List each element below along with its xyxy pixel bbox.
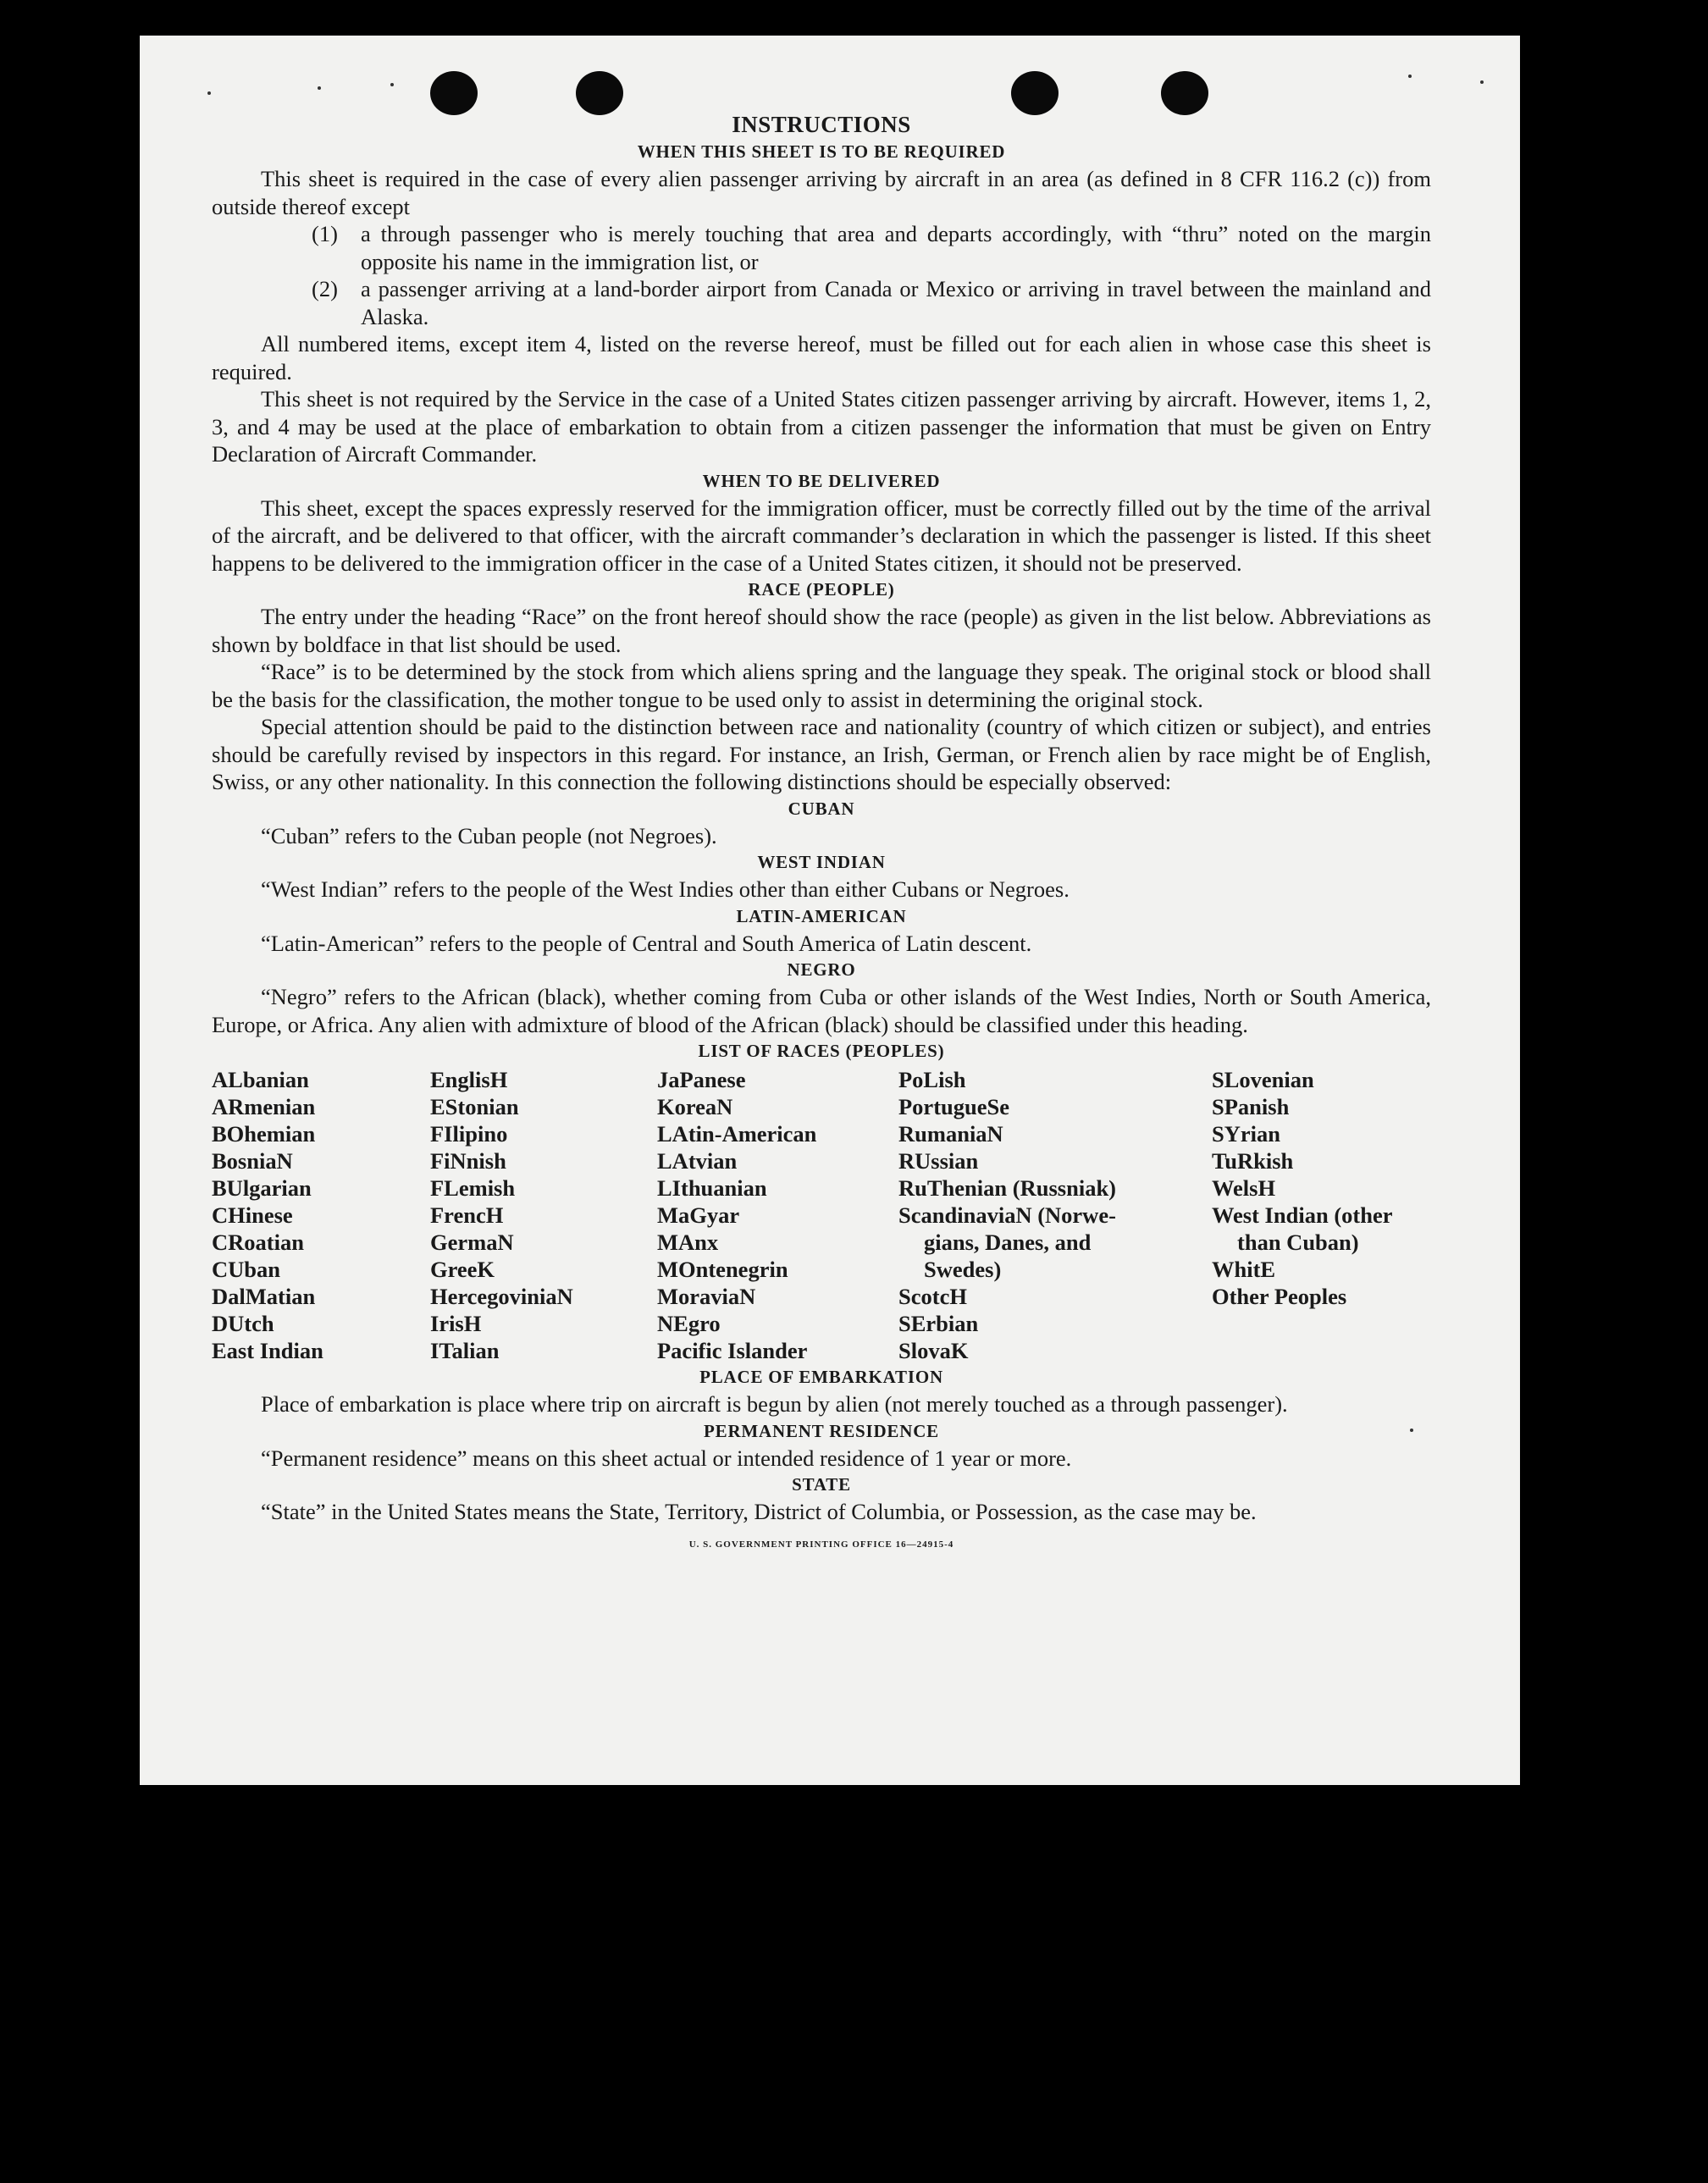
race-item: WelsH bbox=[1212, 1175, 1276, 1201]
race-item: SlovaK bbox=[898, 1338, 969, 1363]
heading-state: STATE bbox=[792, 1474, 851, 1495]
race-item: ITalian bbox=[430, 1338, 500, 1363]
race-item: MoraviaN bbox=[657, 1284, 756, 1309]
race-item: BOhemian bbox=[212, 1121, 316, 1147]
punch-hole bbox=[430, 71, 478, 115]
state-para: “State” in the United States means the State, Territory, District of Columbia, or Possession, as the case may be. bbox=[261, 1499, 1257, 1524]
race-item: KoreaN bbox=[657, 1094, 733, 1119]
race-item: ScotcH bbox=[898, 1284, 967, 1309]
race-item: FIlipino bbox=[430, 1121, 508, 1147]
race-item: BosniaN bbox=[212, 1148, 293, 1174]
race-item: FrencH bbox=[430, 1202, 504, 1228]
race-item: GermaN bbox=[430, 1230, 514, 1255]
race-para2: “Race” is to be determined by the stock from which aliens spring and the language they speak. The original stock or blood shall be the basis for the classification, the mother tongue to be used only to assist in determining the original stock. bbox=[212, 659, 1431, 712]
race-item: MaGyar bbox=[657, 1202, 740, 1228]
race-item: ARmenian bbox=[212, 1094, 316, 1119]
item-text: a through passenger who is merely touching that area and departs accordingly, with “thru” noted on the margin opposite his name in the immigration list, or bbox=[361, 221, 1431, 274]
race-item: SYrian bbox=[1212, 1121, 1280, 1147]
dust-speck bbox=[1480, 80, 1484, 84]
embarkation-para: Place of embarkation is place where trip on aircraft is begun by alien (not merely touched as a through passenger). bbox=[261, 1391, 1288, 1417]
race-item: IrisH bbox=[430, 1311, 482, 1336]
item-text: a passenger arriving at a land-border airport from Canada or Mexico or arriving in travel between the mainland and Alaska. bbox=[361, 276, 1431, 329]
race-item: LIthuanian bbox=[657, 1175, 767, 1201]
page-title: INSTRUCTIONS bbox=[732, 112, 911, 137]
exception-item-2 bbox=[212, 275, 1431, 330]
race-item: LAtin-American bbox=[657, 1121, 817, 1147]
race-item: DalMatian bbox=[212, 1284, 316, 1309]
when-required-intro: This sheet is required in the case of every alien passenger arriving by aircraft in an area (as defined in 8 CFR 116.2 (c)) from outside thereof except bbox=[212, 166, 1431, 219]
race-item: MOntenegrin bbox=[657, 1257, 788, 1282]
race-item-continued: Swedes) bbox=[924, 1257, 1002, 1282]
races-column-3 bbox=[657, 1066, 898, 1364]
dust-speck bbox=[390, 83, 394, 86]
dust-speck bbox=[1408, 75, 1412, 78]
race-item: NEgro bbox=[657, 1311, 721, 1336]
race-item: RUssian bbox=[898, 1148, 979, 1174]
race-item: SPanish bbox=[1212, 1094, 1290, 1119]
race-item: CUban bbox=[212, 1257, 281, 1282]
race-para1: The entry under the heading “Race” on the front hereof should show the race (people) as given in the list below. Abbreviations as shown by boldface in that list should be used. bbox=[212, 604, 1431, 657]
race-para3: Special attention should be paid to the distinction between race and nationality (country of which citizen or subject), and entries should be carefully revised by inspectors in this regard. For instance, an Irish, German, or French alien by race might be of English, Swiss, or any other nationality. In this connection the following distinctions should be especially observed: bbox=[212, 714, 1431, 794]
race-item: RuThenian (Russniak) bbox=[898, 1175, 1117, 1201]
cuban-para: “Cuban” refers to the Cuban people (not Negroes). bbox=[261, 822, 717, 848]
when-delivered-para: This sheet, except the spaces expressly reserved for the immigration officer, must be correctly filled out by the time of the arrival of the aircraft, and be delivered to that officer, with the aircraft commander’s declaration in which the passenger is listed. If this sheet happens to be delivered to the immigration officer in the case of a United States citizen, it should not be preserved. bbox=[212, 495, 1431, 576]
heading-cuban: CUBAN bbox=[788, 798, 855, 819]
negro-para: “Negro” refers to the African (black), whether coming from Cuba or other islands of the West Indies, North or South America, Europe, or Africa. Any alien with admixture of blood of the African (black) should be classified under this heading. bbox=[212, 984, 1431, 1037]
west-indian-para: “West Indian” refers to the people of the West Indies other than either Cubans or Negroes. bbox=[261, 876, 1070, 902]
heading-west-indian: WEST INDIAN bbox=[757, 852, 886, 872]
races-column-2 bbox=[430, 1066, 657, 1364]
race-item: SLovenian bbox=[1212, 1067, 1314, 1092]
heading-permanent-residence: PERMANENT RESIDENCE bbox=[704, 1420, 939, 1441]
race-item: PortugueSe bbox=[898, 1094, 1010, 1119]
race-item: SErbian bbox=[898, 1311, 979, 1336]
race-item: Other Peoples bbox=[1212, 1284, 1347, 1309]
heading-negro: NEGRO bbox=[787, 959, 856, 980]
races-column-1 bbox=[212, 1066, 430, 1364]
punch-hole bbox=[576, 71, 623, 115]
race-item: ScandinaviaN (Norwe- bbox=[898, 1202, 1116, 1228]
race-item-continued: gians, Danes, and bbox=[924, 1230, 1092, 1255]
race-item: West Indian (other bbox=[1212, 1202, 1393, 1228]
race-item: EStonian bbox=[430, 1094, 519, 1119]
item-number: (1) bbox=[312, 221, 338, 246]
race-item: LAtvian bbox=[657, 1148, 738, 1174]
punch-hole bbox=[1161, 71, 1208, 115]
latin-american-para: “Latin-American” refers to the people of Central and South America of Latin descent. bbox=[261, 930, 1032, 956]
exception-item-1 bbox=[212, 220, 1431, 275]
when-required-para2: All numbered items, except item 4, listed on the reverse hereof, must be filled out for each alien in whose case this sheet is required. bbox=[212, 331, 1431, 384]
race-item: FLemish bbox=[430, 1175, 516, 1201]
race-item: BUlgarian bbox=[212, 1175, 312, 1201]
race-item: JaPanese bbox=[657, 1067, 746, 1092]
races-column-5 bbox=[1212, 1066, 1431, 1364]
residence-para: “Permanent residence” means on this sheet actual or intended residence of 1 year or more. bbox=[261, 1445, 1072, 1471]
race-item: FiNnish bbox=[430, 1148, 506, 1174]
races-column-4 bbox=[898, 1066, 1212, 1364]
printing-office-footer: U. S. GOVERNMENT PRINTING OFFICE 16—24915-4 bbox=[688, 1539, 954, 1550]
dust-speck bbox=[207, 91, 211, 95]
race-item: DUtch bbox=[212, 1311, 274, 1336]
when-required-para3: This sheet is not required by the Service in the case of a United States citizen passenger arriving by aircraft. However, items 1, 2, 3, and 4 may be used at the place of embarkation to obtain from a citizen passenger the information that must be given on Entry Declaration of Aircraft Commander. bbox=[212, 386, 1431, 467]
heading-race: RACE (PEOPLE) bbox=[748, 579, 895, 600]
race-item: HercegoviniaN bbox=[430, 1284, 573, 1309]
race-item: CRoatian bbox=[212, 1230, 304, 1255]
document-sheet bbox=[140, 36, 1520, 1785]
race-item: East Indian bbox=[212, 1338, 323, 1363]
punch-hole bbox=[1011, 71, 1059, 115]
race-item: EnglisH bbox=[430, 1067, 508, 1092]
race-item: ALbanian bbox=[212, 1067, 309, 1092]
races-list bbox=[212, 1066, 1431, 1364]
heading-when-delivered: WHEN TO BE DELIVERED bbox=[702, 470, 941, 491]
item-number: (2) bbox=[312, 276, 338, 301]
heading-latin-american: LATIN-AMERICAN bbox=[736, 905, 907, 926]
race-item: Pacific Islander bbox=[657, 1338, 808, 1363]
instructions-content bbox=[212, 110, 1431, 1558]
heading-place-of-embarkation: PLACE OF EMBARKATION bbox=[699, 1367, 943, 1387]
race-item: WhitE bbox=[1212, 1257, 1276, 1282]
race-item: PoLish bbox=[898, 1067, 966, 1092]
race-item: GreeK bbox=[430, 1257, 495, 1282]
race-item-continued: than Cuban) bbox=[1237, 1230, 1359, 1255]
race-item: CHinese bbox=[212, 1202, 293, 1228]
heading-list-of-races: LIST OF RACES (PEOPLES) bbox=[698, 1041, 945, 1061]
race-item: RumaniaN bbox=[898, 1121, 1003, 1147]
race-item: MAnx bbox=[657, 1230, 719, 1255]
dust-speck bbox=[318, 86, 321, 90]
race-item: TuRkish bbox=[1212, 1148, 1294, 1174]
heading-when-required: WHEN THIS SHEET IS TO BE REQUIRED bbox=[637, 141, 1006, 162]
